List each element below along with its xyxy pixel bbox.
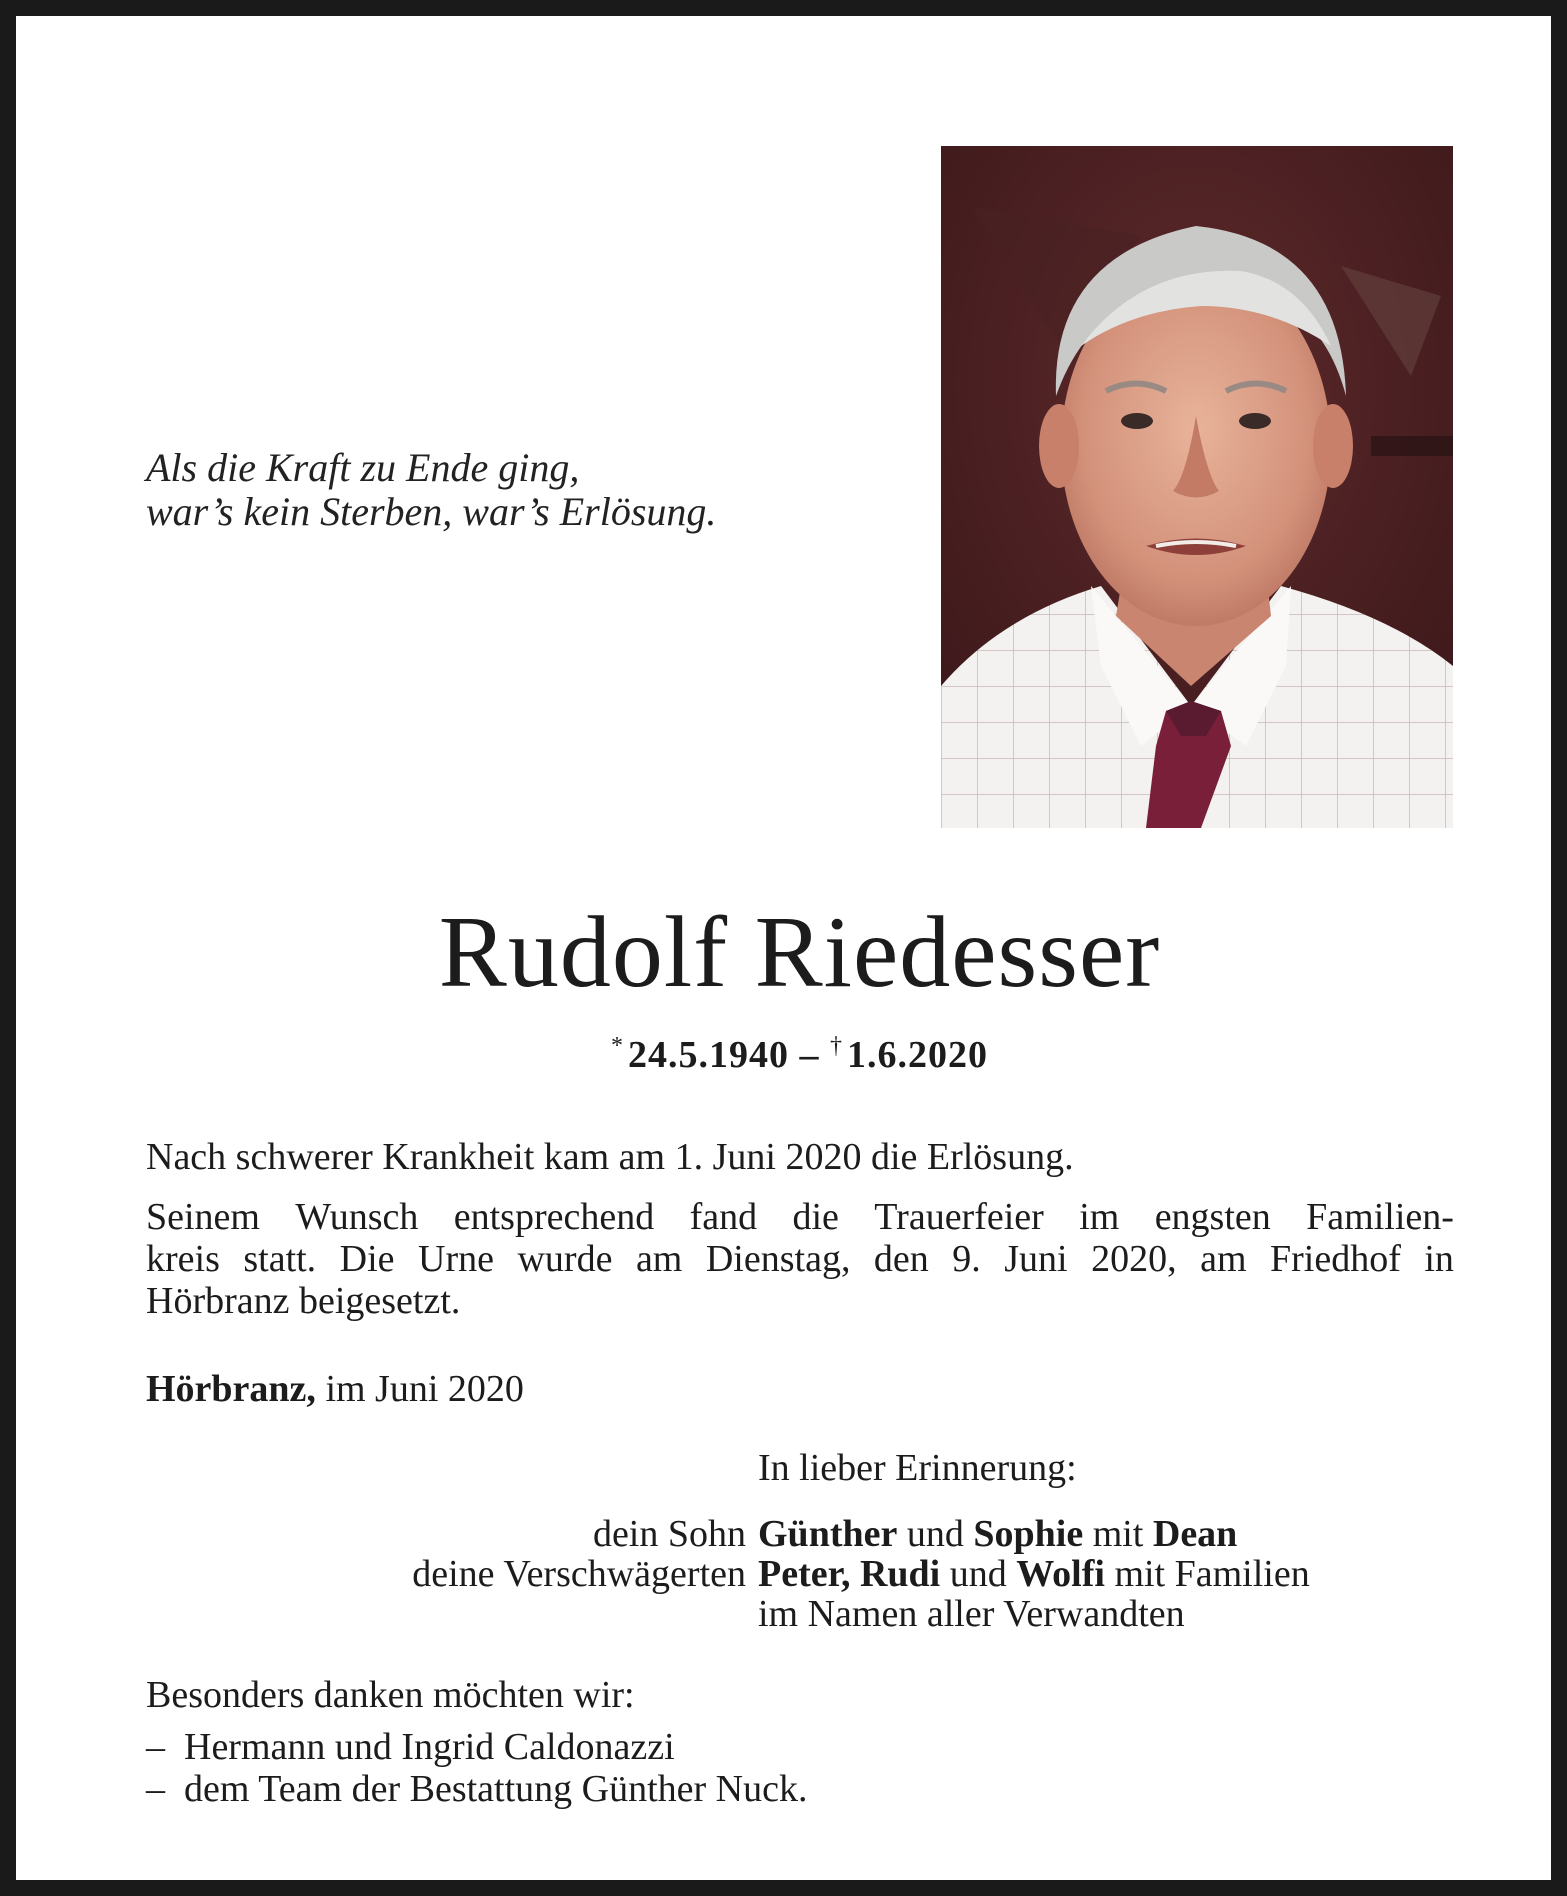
word: fand — [689, 1196, 758, 1238]
funeral-info-line-2 — [146, 1238, 1454, 1280]
word: Juni — [1004, 1238, 1068, 1280]
notice-date: im Juni 2020 — [325, 1368, 524, 1410]
son-label: dein Sohn — [592, 1513, 746, 1555]
word: die — [792, 1196, 839, 1238]
dash-bullet: – — [146, 1768, 165, 1810]
relatives-line: im Namen aller Verwandten — [758, 1593, 1185, 1635]
paragraph-funeral-info — [146, 1196, 1454, 1322]
birth-date: 24.5.1940 — [628, 1034, 789, 1076]
word: Die — [339, 1238, 395, 1280]
inlaws-names: Peter, Rudi — [758, 1553, 941, 1595]
word: engsten — [1154, 1196, 1271, 1238]
place: Hörbranz, — [146, 1368, 316, 1410]
death-date: 1.6.2020 — [847, 1034, 988, 1076]
inlaws-label: deine Verschwägerten — [412, 1553, 746, 1595]
word: Dienstag, — [705, 1238, 851, 1280]
thanks-heading: Besonders danken möchten wir: — [146, 1674, 635, 1716]
word: kreis — [146, 1238, 220, 1280]
word: Seinem — [146, 1196, 260, 1238]
with-families: mit Familien — [1114, 1553, 1310, 1595]
with-word: mit — [1092, 1513, 1144, 1555]
word: am — [635, 1238, 683, 1280]
word: wurde — [517, 1238, 613, 1280]
inlaw-name-3: Wolfi — [1016, 1553, 1105, 1595]
birth-star-icon: * — [611, 1033, 624, 1059]
thanks-item — [146, 1726, 1454, 1768]
word: Friedhof — [1270, 1238, 1401, 1280]
word: Trauerfeier — [874, 1196, 1044, 1238]
funeral-info-line-1 — [146, 1196, 1454, 1238]
mourners-intro: In lieber Erinnerung: — [758, 1447, 1077, 1489]
word: Wunsch — [295, 1196, 419, 1238]
grandchild-name: Dean — [1152, 1513, 1238, 1555]
word: am — [1200, 1238, 1247, 1280]
word: entsprechend — [453, 1196, 655, 1238]
memorial-quote — [146, 446, 746, 534]
death-cross-icon: † — [830, 1033, 843, 1059]
and-word: und — [906, 1513, 964, 1555]
word: statt. — [243, 1238, 317, 1280]
word: Urne — [418, 1238, 494, 1280]
thanks-section — [146, 1674, 1454, 1810]
thanks-item-text: Hermann und Ingrid Caldonazzi — [184, 1726, 675, 1768]
thanks-item — [146, 1768, 1454, 1810]
place-and-date — [146, 1368, 1454, 1410]
son-name: Günther — [758, 1513, 898, 1555]
mourners-row-inlaws — [146, 1554, 1454, 1594]
life-dates — [16, 1024, 1567, 1077]
dash-bullet: – — [146, 1726, 165, 1768]
word: 2020, — [1091, 1238, 1177, 1280]
and-word: und — [949, 1553, 1007, 1595]
mourners-intro-row — [146, 1448, 1454, 1488]
quote-line-2: war’s kein Sterben, war’s Erlösung. — [146, 489, 717, 534]
word: 9. — [952, 1238, 981, 1280]
paragraph-death-notice: Nach schwerer Krankheit kam am 1. Juni 2020 die Erlösung. — [146, 1136, 1074, 1178]
mourners-row-relatives — [146, 1594, 1454, 1634]
word: im — [1079, 1196, 1120, 1238]
date-separator: – — [799, 1034, 820, 1076]
thanks-item-text: dem Team der Bestattung Günther Nuck. — [184, 1768, 808, 1810]
mourners-row-son — [146, 1514, 1454, 1554]
funeral-info-line-3: Hörbranz beigesetzt. — [146, 1280, 461, 1322]
daughter-in-law-name: Sophie — [973, 1513, 1084, 1555]
mourners-list — [146, 1448, 1454, 1634]
deceased-name: Rudolf Riedesser — [438, 896, 1161, 1009]
word: den — [873, 1238, 929, 1280]
word: Familien- — [1306, 1196, 1454, 1238]
word: in — [1424, 1238, 1454, 1280]
portrait-photo — [941, 146, 1453, 828]
quote-line-1: Als die Kraft zu Ende ging, — [146, 445, 580, 490]
